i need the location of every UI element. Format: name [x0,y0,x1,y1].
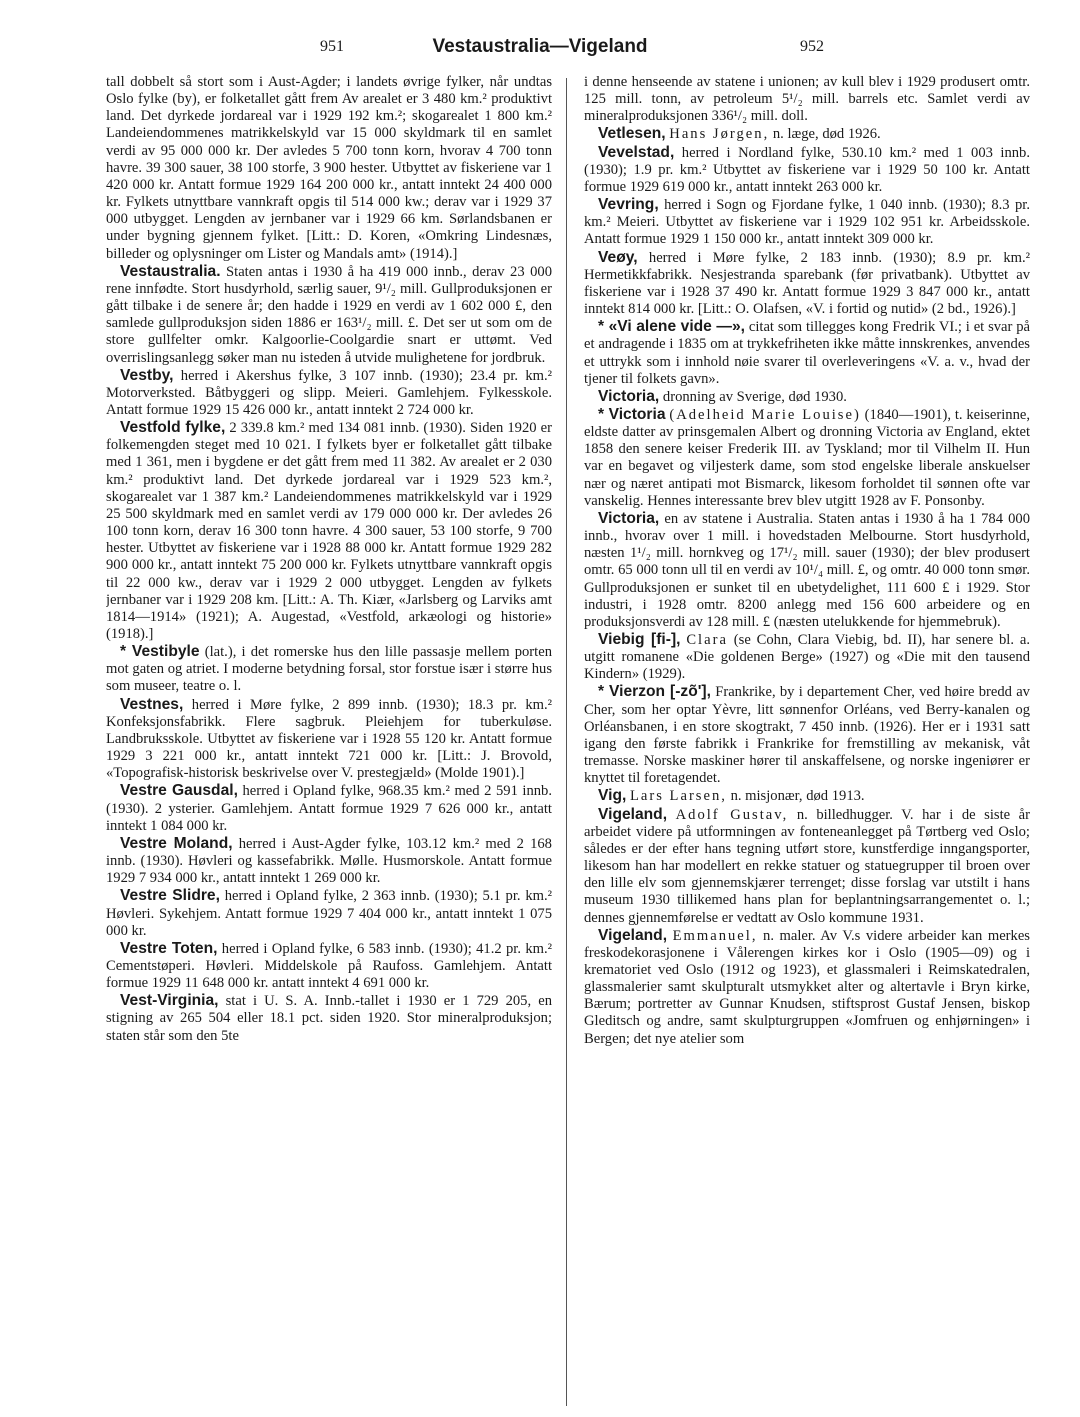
dictionary-entry [584,683,1030,787]
dictionary-entry [106,887,552,939]
entry-text: (se Cohn, Clara Viebig, bd. II), har senere bl. a. utgitt romanene «Die goldenen Berge» (1927) og «Die mit den tausend Kindern» (1929). [584,632,1030,683]
entry-headword: * Vestibyle [120,643,200,661]
dictionary-entry [106,419,552,643]
entry-text: citat som tillegges kong Fredrik VI.; i et svar på et andragende i 1835 om at trykkefriheten ikke måtte innskrenkes, anvendes et uttrykk som i innhold nøie svarer til overleveringens «V. a. v., hvad der tjener til folkets gavn». [584,319,1030,387]
entry-text: herred i Aust-Agder fylke, 103.12 km.² med 2 168 innb. (1930). Høvleri og kassefabrikk. Mølle. Husmorskole. Antatt formue 1929 7 934 000 kr., antatt inntekt 1 269 000 kr. [106,835,552,887]
entry-person-name: Adolf Gustav, [675,806,789,823]
entry-headword: Vestby, [120,366,174,384]
entry-text: herred i Opland fylke, 6 583 innb. (1930); 41.2 pr. km.² Cementstøperi. Høvleri. Middelskole på Raufoss. Gamlehjem. Antatt formue 1929 11 648 000 kr. antatt inntekt 4 691 000 kr. [106,940,552,992]
dictionary-entry [584,318,1030,388]
dictionary-entry [106,74,552,263]
entry-headword: Viebig [fi-], [598,631,681,648]
entry-text: herred i Sogn og Fjordane fylke, 1 040 innb. (1930); 8.3 pr. km.² Meieri. Utbyttet av fiskeriene var i 1929 102 951 kr. Arbeidsskole. Antatt formue 1929 1 150 000 kr., antatt inntekt 309 000 kr. [584,197,1030,248]
page-number-left: 951 [320,38,344,55]
entry-headword: * «Vi alene vide —», [598,318,745,336]
dictionary-entry [584,74,1030,125]
dictionary-entry [106,367,552,419]
dictionary-entry [584,196,1030,248]
dictionary-entry [584,631,1030,683]
entry-text: en av statene i Australia. Staten antas i 1930 å ha 1 784 000 innb., hvorav over 1 mill. i hovedstaden Melbourne. Stort husdyrhold, næsten 1¹/₂ mill. hornkveg og 17¹/₂ mill. sauer (1930); der blev produsert omtr. 65 000 tonn ull til en verdi av 10¹/₄ mill. £, og omtr. 40 000 tonn smør. Gullproduksjonen er sunket til en ubetydelighet, 111 600 £ i 1929. Stor industri, i 1928 omtr. 8200 anlegg med 156 600 arbeidere og en produksjonsverdi av 128 mill. £ (næsten utelukkende for hjemmebruk). [584,510,1030,630]
dictionary-entry [584,806,1030,927]
dictionary-entry [106,643,552,695]
entry-text: herred i Opland fylke, 2 363 innb. (1930); 5.1 pr. km.² Høvleri. Sykehjem. Antatt formue 1929 7 404 000 kr., antatt inntekt 1 075 000 kr. [106,888,552,939]
page-number-right: 952 [800,38,824,55]
entry-headword: Vestre Moland, [120,834,233,852]
entry-text: herred i Opland fylke, 968.35 km.² med 2 591 innb. (1930). 2 ysterier. Gamlehjem. Antatt formue 1929 7 626 000 kr., antatt inntekt 1 084 000 kr. [106,783,552,834]
entry-text: Frankrike, by i departement Cher, ved høire bredd av Cher, som her optar Yèvre, litt sønnenfor Orléans, ved Berry-kanalen og Orléansbanen, i en store skogtrakt, 7 450 innb. (1926). Her er i 1931 satt igang den første fabrikk i Frankrike for fremstilling av mekanisk, våt tremasse. Norske maskiner hører til anskaffelsene, og norske ingeniører er knyttet til foretagendet. [584,684,1030,787]
entry-text: (lat.), i det romerske hus den lille passasje mellem porten mot gaten og atriet. I moderne betydning forsal, stor forstue især i større hus som museer, teatre o. l. [106,644,552,695]
page-header [0,36,1080,64]
entry-text: n. læge, død 1926. [772,126,881,143]
dictionary-entry [584,787,1030,805]
entry-text: Staten antas i 1930 å ha 419 000 innb., derav 23 000 rene innfødte. Stort husdyrhold, særlig sauer, 9¹/₂ mill. Gullproduksjonen er gått tilbake i de senere år; den hadde i 1929 en verdi av 1 602 000 £, den samlede gullproduksjon siden 1886 er 163¹/₂ mill. £. Det ser ut som om de store gullfelter omkr. Kalgoorlie-Coolgardie snart er uttømt. Ved overrislingsanlegg søker man nu isteden å utvide mulighetene for jordbruk. [106,263,552,366]
column-divider [566,78,567,1406]
entry-headword: * Victoria [598,405,666,423]
entry-headword: Vevring, [598,196,659,214]
entry-person-name: Hans Jørgen, [669,126,770,143]
dictionary-entry [584,249,1030,319]
entry-person-name: Emmanuel, [672,927,758,944]
dictionary-entry [584,125,1030,143]
dictionary-entry [106,696,552,783]
entry-text: n. billedhugger. V. har i de siste år arbeidet videre på utformningen av fonteneanlegget på Tørtberg ved Oslo; således er der efter hans tegning utført store, kunstferdige inngangsporter, likesom han har modellert en rekke statuer og statuegrupper til broen over den lille elv som gjennemskjærer terrenget; disse forslag var utstilt i hans museum 1930 tillikemed hans plan for beplantningsarrangementet o. l.; dennes gjennemførelse er vedtatt av Oslo kommune 1931. [584,806,1030,926]
entry-text: n. maler. Av V.s videre arbeider kan merkes freskodekorasjonene i Vålerengen kirkes kor i Oslo (1905—09) og i krematoriet ved Oslo (1912 og 1923), et glassmaleri i Reimskatedralen, glassmalerier samt skulpturalt utsmykket alter og altertavle i Bryn kirke, Bærum; portretter av Gunnar Knudsen, stiftsprost Gustaf Jensen, biskop Gleditsch og andre, samt skulpturgruppen «Jomfruen og enhjørningen» i Bergen; det nye atelier som [584,927,1030,1047]
entry-text: tall dobbelt så stort som i Aust-Agder; i landets øvrige fylker, når undtas Oslo fylke (by), er folketallet gått frem Av arealet er 3 480 km.² produktivt land. Det dyrkede jordareal var i 1929 192 km.²; skogarealet 1 800 km.² Landeiendommenes matrikkelskyld var 15 000 skyldmark til en samlet verdi av 95 000 000 kr. Der avledes 5 700 tonn korn, hvorav 4 700 tonn havre. 39 300 sauer, 38 100 storfe, 3 900 hester. Utbyttet av fiskeriene var 1 420 000 kr. Antatt formue 1929 164 200 000 kr., antatt inntekt 24 400 000 kr. Fylkets utnyttbare vannkraft opgis til 514 000 kw.; derav var i 1929 37 000 utbygget. Lengden av jernbaner var i 1929 66 km. Sørlandsbanen er under bygning gjennem fylket. [Litt.: D. Koren, «Omkring Lindesnæs, billeder og oplysninger om Lister og Mandals amt» (1914).] [106,74,552,262]
page-title: Vestaustralia—Vigeland [432,36,648,57]
entry-headword: Victoria, [598,509,660,527]
entry-person-name: Clara [686,632,728,648]
entry-text: herred i Møre fylke, 2 183 innb. (1930); 8.9 pr. km.² Hermetikkfabrikk. Nesjestranda sparebank (før privatbank). Utbyttet av fiskeriene var i 1928 37 490 kr. Antatt formue 1929 3 847 000 kr., antatt inntekt 814 000 kr. [Litt.: O. Olafsen, «V. i fortid og nutid» (2 bd., 1926).] [584,249,1030,318]
entry-text: dronning av Sverige, død 1930. [662,388,847,405]
right-column [584,74,1030,1404]
entry-headword: Vest-Virginia, [120,992,219,1010]
entry-headword: Vevelstad, [598,143,675,161]
entry-text: herred i Møre fylke, 2 899 innb. (1930); 18.3 pr. km.² Konfeksjonsfabrikk. Flere sagbruk. Pleiehjem for tuberkuløse. Landbruksskole. Utbyttet av fiskeriene var i 1928 55 120 kr. Antatt formue 1929 3 221 000 kr., antatt inntekt 721 000 kr. [Litt.: J. Brovold, «Topografisk-historisk beskrivelse over V. prestegjæld» (Molde 1901).] [106,696,552,782]
entry-headword: * Vierzon [-zõ'], [598,683,711,701]
entry-person-name: Lars Larsen, [629,788,727,805]
entry-text: stat i U. S. A. Innb.-tallet i 1930 er 1 729 205, en stigning av 265 504 eller 18.1 pct. siden 1920. Stor mineralproduksjon; staten står som den 5te [106,993,552,1044]
left-column [106,74,552,1404]
dictionary-entry [106,940,552,992]
entry-text: n. misjonær, død 1913. [730,788,865,805]
entry-headword: Vigeland, [598,926,668,944]
dictionary-entry [584,927,1030,1048]
dictionary-entry [584,406,1030,510]
dictionary-entry [106,835,552,887]
entry-text: i denne henseende av statene i unionen; av kull blev i 1929 produsert omtr. 125 mill. tonn, av petroleum 5¹/₂ mill. barrels etc. Samlet verdi av mineralproduksjonen 336¹/₂ mill. doll. [584,74,1030,125]
entry-headword: Vig, [598,787,627,805]
entry-headword: Vestre Slidre, [120,887,220,905]
entry-headword: Vigeland, [598,805,668,823]
dictionary-entry [106,263,552,367]
entry-headword: Vestre Toten, [120,939,218,957]
entry-text: 2 339.8 km.² med 134 081 innb. (1930). Siden 1920 er folkemengden steget med 10 021. I fylkets byer er folketallet gått tilbake med 1 361, men i bygdene er det gått frem med 11 382. Av arealet er 2 030 km.² produktivt land. Det dyrkede jordareal var i 1929 523 km.², skogarealet var 1 387 km.² Landeiendommenes matrikkelskyld var i 1929 25 500 skyldmark med en samlet verdi av 179 000 000 kr. Der avledes 26 100 tonn korn, derav 16 300 tonn havre. 4 300 sauer, 53 100 storfe, 9 700 hester. Utbyttet av fiskeriene var i 1928 88 000 kr. Antatt formue 1929 282 900 000 kr., antatt inntekt 75 200 000 kr. Fylkets utnyttbare vannkraft opgis til 22 000 kw., derav var i 1929 2 000 utbygget. Lengden av fylkets jernbaner var i 1929 208 km. [Litt.: A. Th. Kiær, «Jarlsberg og Larviks amt 1814—1914» (1921); A. Augestad, «Vestfold, arkæologi og historie» (1918).] [106,420,552,642]
entry-headword: Vestfold fylke, [120,419,226,437]
dictionary-entry [106,782,552,834]
entry-headword: Vestnes, [120,695,184,713]
entry-text: (1840—1901), t. keiserinne, eldste datter av prinsgemalen Albert og dronning Victoria av England, ektet 1858 den senere keiser Frederik III. av Tyskland; mor til Vilhelm II. Hun var en begavet og viljesterk dame, som stod engelske liberale anskuelser nær og næret antipati mot Bismarck, likesom forholdet til sønnen ofte var vanskelig. Hennes interessante brev blev utgitt 1928 av F. Ponsonby. [584,406,1030,509]
dictionary-entry [584,144,1030,196]
dictionary-entry [106,992,552,1044]
entry-headword: Veøy, [598,248,638,266]
entry-text: herred i Akershus fylke, 3 107 innb. (1930); 23.4 pr. km.² Motorverksted. Båtbyggeri og slipp. Meieri. Gamlehjem. Fylkesskole. Antatt formue 1929 15 426 000 kr., antatt inntekt 2 724 000 kr. [106,367,552,418]
dictionary-entry [584,388,1030,406]
entry-person-name: (Adelheid Marie Louise) [669,406,861,423]
entry-headword: Victoria, [598,387,660,405]
dictionary-entry [584,510,1030,631]
entry-headword: Vestaustralia. [120,262,221,280]
entry-headword: Vetlesen, [598,125,666,143]
entry-text: herred i Nordland fylke, 530.10 km.² med 1 003 innb. (1930); 1.9 pr. km.² Utbyttet av fiskeriene var i 1929 50 100 kr. Antatt formue 1929 619 000 kr., antatt inntekt 263 000 kr. [584,144,1030,195]
entry-headword: Vestre Gausdal, [120,782,238,800]
